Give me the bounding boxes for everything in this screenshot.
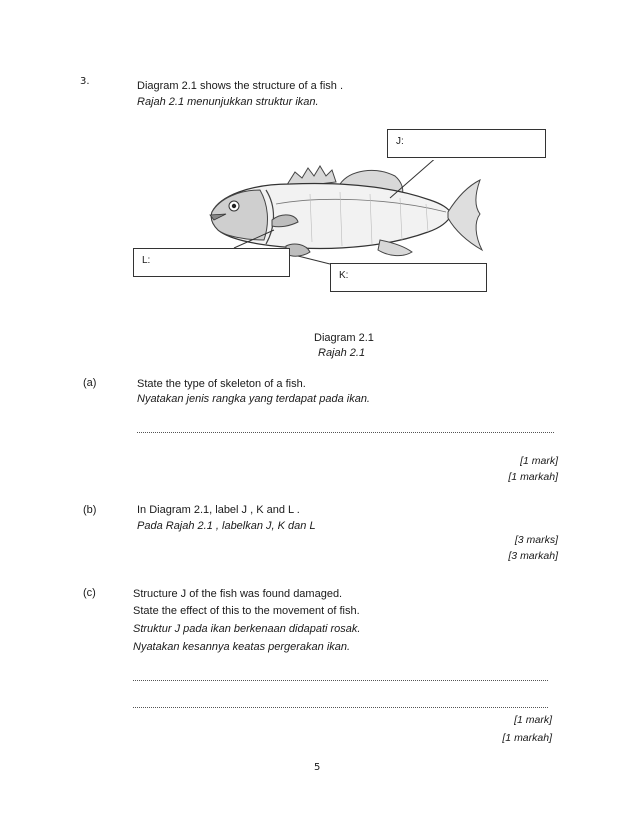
tail-fin: [448, 180, 482, 250]
part-a-answer-line[interactable]: [137, 432, 554, 433]
part-c-letter: (c): [83, 587, 96, 599]
part-b-letter: (b): [83, 504, 97, 516]
label-l-text: L:: [142, 255, 151, 266]
label-box-k[interactable]: [330, 263, 487, 292]
label-j-text: J:: [396, 136, 404, 147]
part-a-question-english: State the type of skeleton of a fish.: [137, 378, 306, 390]
diagram-caption-malay: Rajah 2.1: [318, 347, 366, 359]
part-c-question-english-1: Structure J of the fish was found damaged.: [133, 588, 343, 600]
anal-fin: [378, 240, 412, 256]
page-number: 5: [314, 762, 321, 773]
part-c-answer-line-2[interactable]: [133, 707, 548, 708]
intro-english: Diagram 2.1 shows the structure of a fish .: [137, 80, 344, 92]
label-box-l[interactable]: [133, 248, 290, 277]
part-a-mark-malay: [1 markah]: [508, 471, 558, 483]
part-c-mark-english: [1 mark]: [514, 714, 552, 726]
diagram-caption-english: Diagram 2.1: [314, 332, 374, 344]
part-c-question-english-2: State the effect of this to the movement of fish.: [133, 605, 360, 617]
part-c-answer-line-1[interactable]: [133, 680, 548, 681]
question-number: 3.: [80, 76, 90, 87]
part-b-question-english: In Diagram 2.1, label J , K and L .: [137, 504, 300, 516]
label-k-text: K:: [339, 270, 349, 281]
pointer-k: [298, 256, 330, 264]
part-c-question-malay-1: Struktur J pada ikan berkenaan didapati rosak.: [133, 623, 361, 635]
part-b-question-malay: Pada Rajah 2.1 , labelkan J, K dan L: [137, 520, 316, 532]
part-b-mark-english: [3 marks]: [514, 534, 558, 546]
intro-malay: Rajah 2.1 menunjukkan struktur ikan.: [137, 96, 319, 108]
part-c-mark-malay: [1 markah]: [502, 732, 552, 744]
part-c-question-malay-2: Nyatakan kesannya keatas pergerakan ikan.: [133, 641, 351, 653]
label-box-j[interactable]: [387, 129, 546, 158]
part-a-question-malay: Nyatakan jenis rangka yang terdapat pada ikan.: [137, 393, 370, 405]
part-b-mark-malay: [3 markah]: [508, 550, 558, 562]
part-a-mark-english: [1 mark]: [520, 455, 558, 467]
part-a-letter: (a): [83, 377, 97, 389]
